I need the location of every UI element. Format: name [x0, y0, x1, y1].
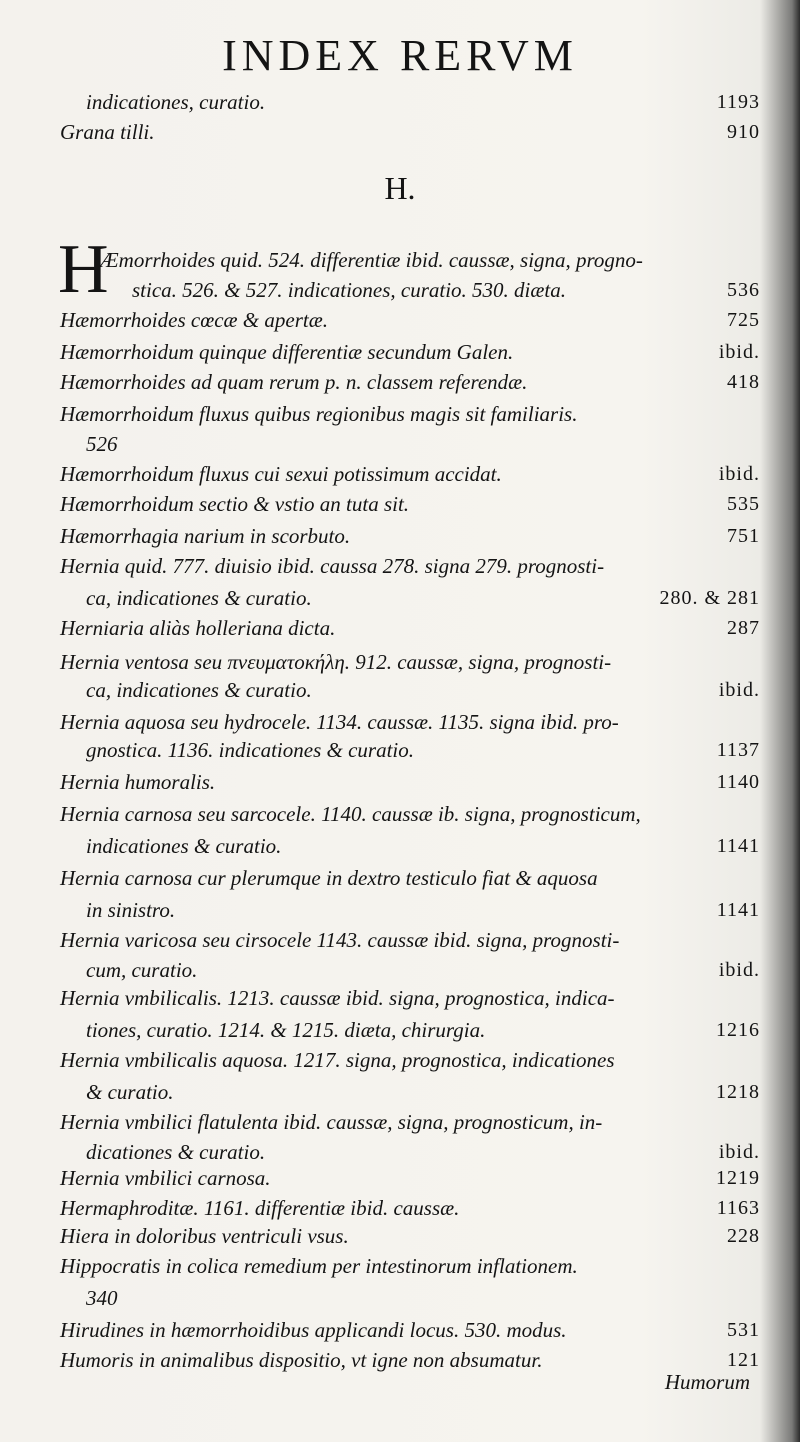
catchword: Humorum: [664, 1370, 750, 1394]
index-entry: [86, 832, 760, 860]
entry-page: 1219: [716, 1167, 760, 1189]
entry-text: Hernia vmbilicalis. 1213. caussæ ibid. signa, prognostica, indica-: [60, 986, 615, 1010]
section-heading: H.: [384, 170, 416, 206]
entry-page: 1216: [716, 1019, 760, 1041]
entry-page: ibid.: [718, 463, 760, 485]
index-entry: [60, 522, 760, 550]
drop-cap: H: [58, 231, 109, 308]
entry-text: dicationes & curatio.: [86, 1140, 266, 1164]
entry-text: gnostica. 1136. indicationes & curatio.: [86, 738, 415, 762]
index-entry: [60, 768, 760, 796]
index-entry: [60, 984, 760, 1012]
entry-page: 1137: [716, 739, 760, 761]
entry-text: Hernia humoralis.: [60, 770, 216, 794]
index-entry: [60, 118, 760, 146]
entry-text: indicationes & curatio.: [86, 834, 282, 858]
entry-text: Grana tilli.: [60, 120, 155, 144]
index-entry: [86, 1284, 760, 1312]
entry-page: 1193: [716, 91, 760, 113]
entry-text: Hæmorrhoides cœcæ & apertæ.: [60, 308, 328, 332]
entry-text: Hernia carnosa seu sarcocele. 1140. caussæ ib. signa, prognosticum,: [60, 802, 641, 826]
index-entry: [60, 648, 760, 676]
index-entry: [60, 338, 760, 366]
entry-text: Hernia vmbilici carnosa.: [60, 1166, 271, 1190]
entry-page: 910: [727, 121, 760, 143]
entry-text: Hæmorrhoidum fluxus quibus regionibus magis sit familiaris.: [60, 402, 578, 426]
index-entry: [60, 1108, 760, 1136]
entry-text: tiones, curatio. 1214. & 1215. diæta, chirurgia.: [86, 1018, 486, 1042]
index-entry: [86, 1016, 760, 1044]
index-entry: [86, 1138, 760, 1166]
index-entry: [132, 276, 760, 304]
index-entry: [60, 1316, 760, 1344]
entry-text: Æmorrhoides quid. 524. differentiæ ibid. caussæ, signa, progno-: [100, 248, 643, 272]
entry-text: Hernia vmbilici flatulenta ibid. caussæ, signa, prognosticum, in-: [60, 1110, 603, 1134]
entry-page: 1218: [716, 1081, 760, 1103]
index-entry: [86, 956, 760, 984]
index-entry: [60, 926, 760, 954]
entry-text: Hernia varicosa seu cirsocele 1143. caussæ ibid. signa, prognosti-: [60, 928, 620, 952]
index-entry: [86, 736, 760, 764]
index-entry: [60, 1252, 760, 1280]
entry-text: Hernia quid. 777. diuisio ibid. caussa 278. signa 279. prognosti-: [60, 554, 605, 578]
entry-text: Hiera in doloribus ventriculi vsus.: [60, 1224, 349, 1248]
entry-text: Hæmorrhagia narium in scorbuto.: [60, 524, 351, 548]
index-entry: [86, 584, 760, 612]
index-entry: [60, 864, 760, 892]
entry-text: & curatio.: [86, 1080, 174, 1104]
entry-page: 725: [727, 309, 760, 331]
entry-page: 280. & 281: [659, 587, 760, 609]
entry-text: Hernia ventosa seu πνευματοκήλη. 912. caussæ, signa, prognosti-: [60, 650, 612, 674]
entry-text: Hirudines in hæmorrhoidibus applicandi locus. 530. modus.: [60, 1318, 567, 1342]
page-title: INDEX RERVM: [222, 31, 578, 80]
index-entry: [86, 676, 760, 704]
entry-text: Hæmorrhoidum quinque differentiæ secundum Galen.: [60, 340, 514, 364]
entry-text: indicationes, curatio.: [86, 90, 266, 114]
entry-page: 1141: [716, 899, 760, 921]
index-entry: [60, 800, 760, 828]
index-entry: [60, 1194, 760, 1222]
entry-page: 535: [727, 493, 760, 515]
entry-page: 1140: [716, 771, 760, 793]
entry-text: Hæmorrhoidum fluxus cui sexui potissimum accidat.: [60, 462, 502, 486]
index-entry: [86, 1078, 760, 1106]
index-entry: [60, 490, 760, 518]
index-entry: [60, 708, 760, 736]
entry-page: ibid.: [718, 341, 760, 363]
entry-text: Hermaphroditæ. 1161. differentiæ ibid. caussæ.: [60, 1196, 460, 1220]
entry-text: Hernia carnosa cur plerumque in dextro testiculo fiat & aquosa: [60, 866, 598, 890]
entry-text: in sinistro.: [86, 898, 176, 922]
index-entry: [60, 368, 760, 396]
index-entry: [60, 460, 760, 488]
entry-page: 1163: [716, 1197, 760, 1219]
entry-page: 751: [727, 525, 760, 547]
entry-page: 121: [727, 1349, 760, 1371]
entry-text: cum, curatio.: [86, 958, 198, 982]
index-entry: [60, 1046, 760, 1074]
entry-page: 228: [727, 1225, 760, 1247]
entry-text: Hernia aquosa seu hydrocele. 1134. caussæ. 1135. signa ibid. pro-: [60, 710, 619, 734]
entry-text: Humoris in animalibus dispositio, vt igne non absumatur.: [60, 1348, 543, 1372]
entry-page: 1141: [716, 835, 760, 857]
entry-page: 536: [727, 279, 760, 301]
index-entry: [86, 430, 760, 458]
entry-page: ibid.: [718, 959, 760, 981]
index-entry: [86, 88, 760, 116]
entry-text: Hæmorrhoides ad quam rerum p. n. classem referendæ.: [60, 370, 528, 394]
entry-text: ca, indicationes & curatio.: [86, 586, 312, 610]
index-entry: [60, 1164, 760, 1192]
index-entry: [86, 896, 760, 924]
index-entry: [60, 1222, 760, 1250]
entry-page: 531: [727, 1319, 760, 1341]
index-entry: [60, 400, 760, 428]
entry-text: Hæmorrhoidum sectio & vstio an tuta sit.: [60, 492, 410, 516]
entry-text: Hernia vmbilicalis aquosa. 1217. signa, prognostica, indicationes: [60, 1048, 615, 1072]
index-entry: [60, 1346, 760, 1374]
entry-text: 340: [86, 1286, 118, 1310]
index-entry: [100, 246, 760, 274]
entry-page: ibid.: [718, 679, 760, 701]
entry-text: Hippocratis in colica remedium per intestinorum inflationem.: [60, 1254, 578, 1278]
index-entry: [60, 306, 760, 334]
entry-text: 526: [86, 432, 118, 456]
index-entry: [60, 552, 760, 580]
entry-page: 418: [727, 371, 760, 393]
entry-text: ca, indicationes & curatio.: [86, 678, 312, 702]
entry-page: 287: [727, 617, 760, 639]
entry-page: ibid.: [718, 1141, 760, 1163]
entry-text: Herniaria aliàs holleriana dicta.: [60, 616, 336, 640]
index-entry: [60, 614, 760, 642]
entry-text: stica. 526. & 527. indicationes, curatio. 530. diæta.: [132, 278, 566, 302]
